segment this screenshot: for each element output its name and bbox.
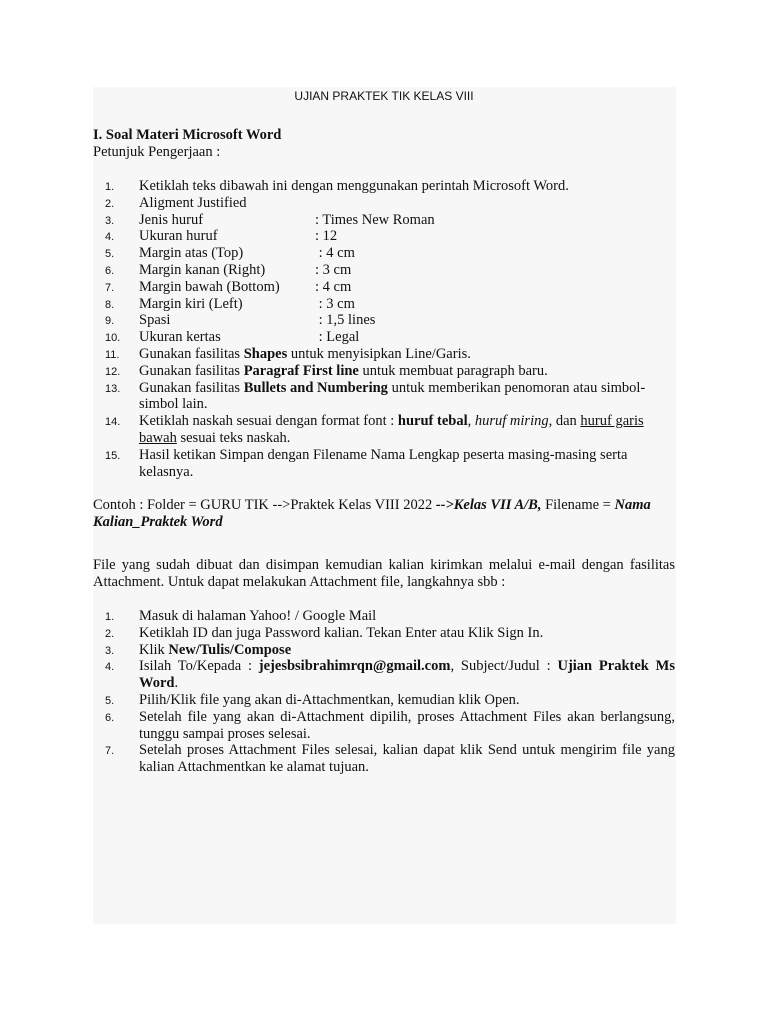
list-item: 11. Gunakan fasilitas Shapes untuk menyisipkan Line/Garis. [105, 345, 471, 362]
list-item: 8. Margin kiri (Left) : 3 cm [105, 295, 355, 312]
list-item: 6. Margin kanan (Right) : 3 cm [105, 261, 352, 278]
list-item: 3. Jenis huruf : Times New Roman [105, 211, 435, 228]
list-item: 5. Margin atas (Top) : 4 cm [105, 245, 355, 262]
section-heading: I. Soal Materi Microsoft Word [93, 127, 282, 143]
list-item: 13. Gunakan fasilitas Bullets and Numbering untuk memberikan penomoran atau simbol-simbol lain. [105, 379, 646, 413]
list-item: 10. Ukuran kertas : Legal [105, 329, 360, 346]
list-item: 7. Margin bawah (Bottom) : 4 cm [105, 278, 352, 295]
list-item: 4. Ukuran huruf : 12 [105, 228, 338, 245]
list-item: 2. Aligment Justified [105, 194, 247, 211]
email-steps-list [93, 608, 675, 776]
list-item: 7. Setelah proses Attachment Files selesai, kalian dapat klik Send untuk mengirim file yang kalian Attachmentkan ke alamat tujuan. [105, 742, 675, 776]
list-item: 4. Isilah To/Kepada : jejesbsibrahimrqn@gmail.com, Subject/Judul : Ujian Praktek Ms Word. [105, 658, 675, 692]
attachment-paragraph: File yang sudah dibuat dan disimpan kemudian kalian kirimkan melalui e-mail dengan fasilitas Attachment. Untuk dapat melakukan Attachment file, langkahnya sbb : [93, 557, 675, 590]
list-item: 12. Gunakan fasilitas Paragraf First line untuk membuat paragraph baru. [105, 362, 548, 379]
list-item: 3. Klik New/Tulis/Compose [105, 641, 292, 658]
example-line: Contoh : Folder = GURU TIK -->Praktek Kelas VIII 2022 -->Kelas VII A/B, Filename = Nama Kalian_Praktek Word [93, 497, 651, 530]
list-item: 6. Setelah file yang akan di-Attachment dipilih, proses Attachment Files akan berlangsung, tunggu sampai proses selesai. [105, 708, 675, 742]
list-item: 2. Ketiklah ID dan juga Password kalian. Tekan Enter atau Klik Sign In. [105, 624, 544, 641]
document-title: UJIAN PRAKTEK TIK KELAS VIII [294, 89, 474, 103]
list-item: 1. Ketiklah teks dibawah ini dengan menggunakan perintah Microsoft Word. [105, 178, 569, 194]
instructions-label: Petunjuk Pengerjaan : [93, 144, 221, 160]
list-item: 5. Pilih/Klik file yang akan di-Attachmentkan, kemudian klik Open. [105, 691, 520, 708]
list-item: 15. Hasil ketikan Simpan dengan Filename Nama Lengkap peserta masing-masing serta kelasnya. [105, 446, 628, 480]
instruction-list [93, 178, 675, 480]
list-item: 1. Masuk di halaman Yahoo! / Google Mail [105, 608, 377, 624]
list-item: 9. Spasi : 1,5 lines [105, 312, 376, 329]
list-item: 14. Ketiklah naskah sesuai dengan format font : huruf tebal, huruf miring, dan huruf garis bawah sesuai teks naskah. [105, 413, 644, 446]
